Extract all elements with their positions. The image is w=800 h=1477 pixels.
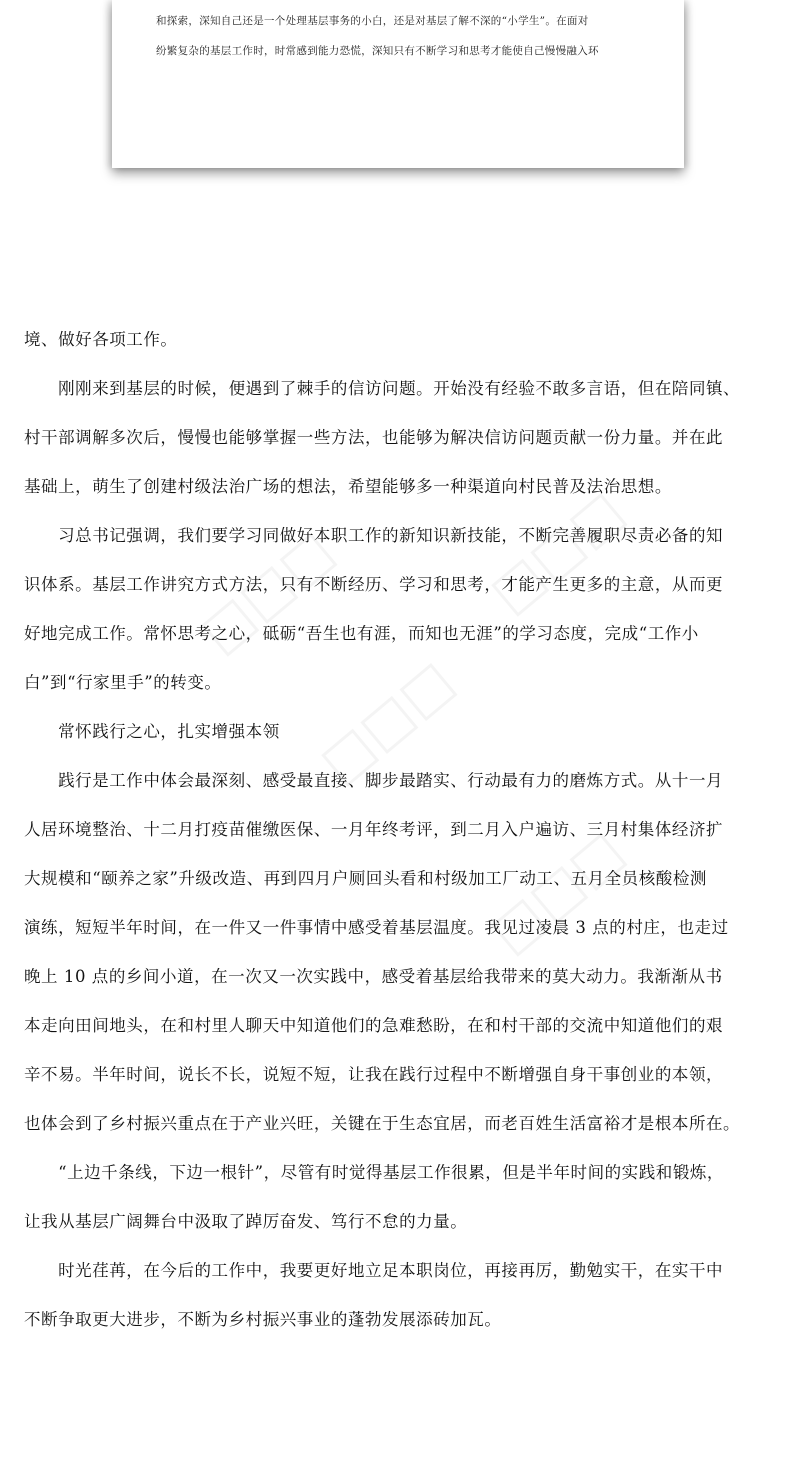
article-line: 演练，短短半年时间，在一件又一件事情中感受着基层温度。我见过凌晨 3 点的村庄，也走过 [24,918,729,937]
article-line: 白”到“行家里手”的转变。 [24,673,222,692]
article-line: “上边千条线，下边一根针”，尽管有时觉得基层工作很累，但是半年时间的实践和锻炼， [24,1163,724,1182]
article-line: 习总书记强调，我们要学习同做好本职工作的新知识新技能，不断完善履职尽责必备的知 [24,526,724,545]
watermark-mark [478,478,636,625]
article-line: 辛不易。半年时间，说长不长，说短不短，让我在践行过程中不断增强自身干事创业的本领， [24,1065,724,1084]
section-heading: 常怀践行之心，扎实增强本领 [24,722,280,741]
article-line: 境、做好各项工作。 [24,330,178,349]
article-line: 晚上 10 点的乡间小道，在一次又一次实践中，感受着基层给我带来的莫大动力。我渐渐从书 [24,967,723,986]
article-line: 让我从基层广阔舞台中汲取了踔厉奋发、笃行不怠的力量。 [24,1212,468,1231]
article-line: 人居环境整治、十二月打疫苗催缴医保、一月年终考评，到二月入户遍访、三月村集体经济扩 [24,820,724,839]
article-line: 基础上，萌生了创建村级法治广场的想法，希望能够多一种渠道向村民普及法治思想。 [24,477,672,496]
article-line: 时光荏苒，在今后的工作中，我要更好地立足本职岗位，再接再厉，勤勉实干，在实干中 [24,1261,724,1280]
article-line: 不断争取更大进步，不断为乡村振兴事业的蓬勃发展添砖加瓦。 [24,1310,502,1329]
article-line: 大规模和“颐养之家”升级改造、再到四月户厕回头看和村级加工厂动工、五月全员核酸检测 [24,869,707,888]
article-line: 本走向田间地头，在和村里人聊天中知道他们的急难愁盼，在和村干部的交流中知道他们的艰 [24,1016,724,1035]
article-line: 践行是工作中体会最深刻、感受最直接、脚步最踏实、行动最有力的磨炼方式。从十一月 [24,771,724,790]
article-line: 好地完成工作。常怀思考之心，砥砺“吾生也有涯，而知也无涯”的学习态度，完成“工作小 [24,624,699,643]
article-line: 村干部调解多次后，慢慢也能够掌握一些方法，也能够为解决信访问题贡献一份力量。并在此 [24,428,724,447]
preview-text-line: 和探索，深知自己还是一个处理基层事务的小白，还是对基层了解不深的“小学生”。在面对 [156,15,589,27]
document-preview-card [112,0,684,168]
article-line: 刚刚来到基层的时候，便遇到了棘手的信访问题。开始没有经验不敢多言语，但在陪同镇、 [24,379,741,398]
preview-text-line: 纷繁复杂的基层工作时，时常感到能力恐慌，深知只有不断学习和思考才能使自己慢慢融入环 [156,45,599,57]
article-line: 识体系。基层工作讲究方式方法，只有不断经历、学习和思考，才能产生更多的主意，从而更 [24,575,724,594]
article-line: 也体会到了乡村振兴重点在于产业兴旺，关键在于生态宜居，而老百姓生活富裕才是根本所在。 [24,1114,741,1133]
